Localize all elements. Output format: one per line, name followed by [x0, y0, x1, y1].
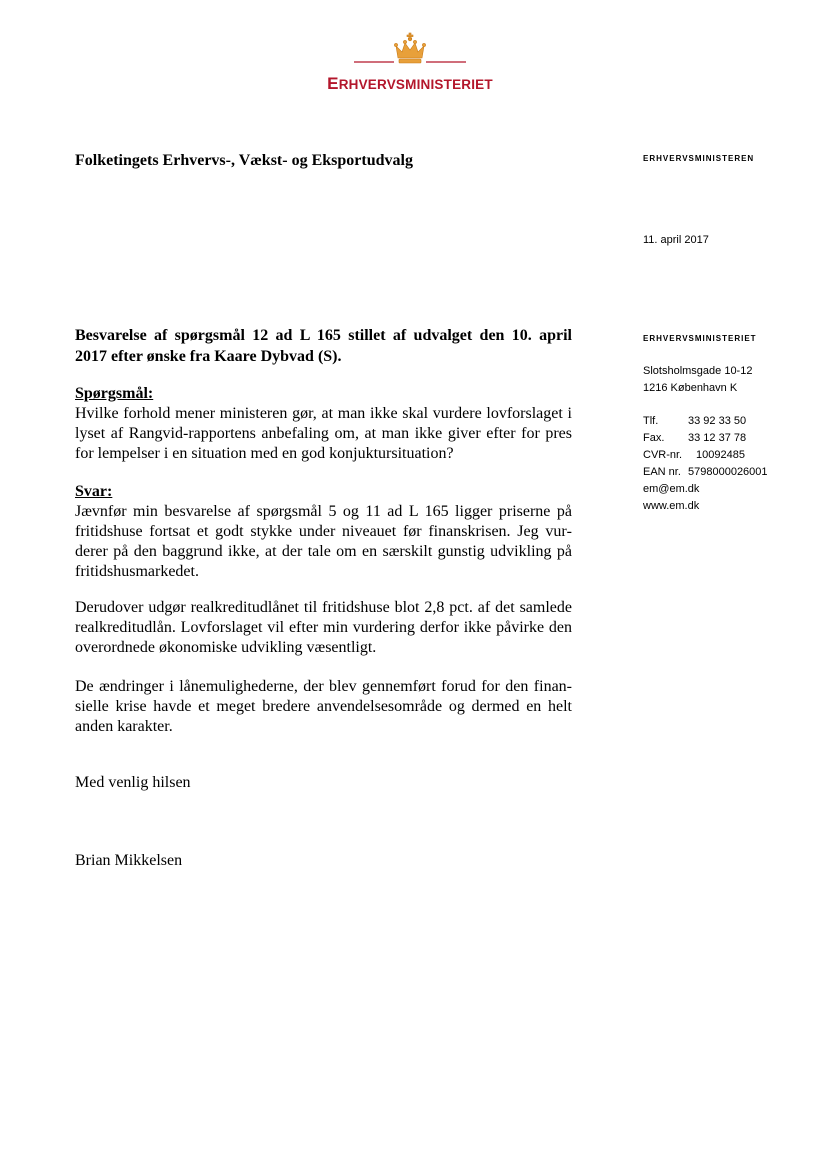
contact-email[interactable]: em@em.dk — [643, 483, 700, 495]
address-street: Slotsholmsgade 10-12 — [643, 365, 753, 377]
contact-label: CVR-nr. — [643, 449, 683, 461]
signature-name: Brian Mikkelsen — [75, 852, 183, 869]
question-section — [75, 384, 572, 464]
contact-value: 33 92 33 50 — [688, 415, 747, 427]
letter-subject — [75, 325, 572, 367]
contact-label: Fax. — [643, 432, 665, 444]
sender-contacts — [643, 413, 768, 515]
recipient: Folketingets Erhvervs-, Vækst- og Eksportudvalg — [75, 152, 413, 169]
letter-date: 11. april 2017 — [643, 234, 709, 246]
contact-value: 10092485 — [696, 449, 745, 461]
contact-ean — [643, 464, 768, 481]
ministry-logo — [318, 30, 502, 92]
contact-value: 33 12 37 78 — [688, 432, 747, 444]
contact-fax — [643, 430, 768, 447]
address-postal: 1216 København K — [643, 382, 738, 394]
sender-address — [643, 363, 752, 397]
contact-phone — [643, 413, 768, 430]
crown-icon — [318, 30, 502, 74]
contact-label: Tlf. — [643, 415, 659, 427]
subject-line-1: Besvarelse af spørgsmål 12 ad L 165 stillet af udvalget den 10. april — [75, 327, 572, 344]
question-heading: Spørgsmål: — [75, 385, 154, 402]
ministry-logo-text: ERHVERVSMINISTERIET — [327, 74, 493, 93]
contact-website[interactable]: www.em.dk — [643, 500, 700, 512]
question-text: Hvilke forhold mener ministeren gør, at man ikke skal vurdere lovforslaget i lyset af Rangvid-rapportens anbefaling om, at man ikke giver efter for pres for lempelser i en situation med en god konjuktursituation? — [75, 405, 572, 462]
subject-line-2: 2017 efter ønske fra Kaare Dybvad (S). — [75, 348, 342, 365]
sender-organization: ERHVERVSMINISTERIET — [643, 334, 757, 343]
contact-cvr — [643, 447, 768, 464]
answer-paragraph: Jævnfør min besvarelse af spørgsmål 5 og 11 ad L 165 ligger priserne på fritidshuse fortsat et godt stykke under niveauet før finanskrisen. Jeg vurderer på den baggrund ikke, at der tale om en særskilt gunstig udvikling på fritidshusmarkedet. — [75, 503, 572, 580]
closing-greeting: Med venlig hilsen — [75, 774, 191, 791]
sender-title: ERHVERVSMINISTEREN — [643, 154, 755, 163]
answer-section — [75, 482, 572, 582]
answer-paragraph-3: De ændringer i lånemulighederne, der blev gennemført forud for den finansielle krise havde et meget bredere anvendelsesområde og dermed en helt anden karakter. — [75, 678, 572, 735]
contact-value: 5798000026001 — [688, 466, 768, 478]
answer-heading: Svar: — [75, 483, 113, 500]
answer-paragraph-2: Derudover udgør realkreditudlånet til fritidshuse blot 2,8 pct. af det samlede realkreditudlån. Lovforslaget vil efter min vurdering derfor ikke påvirke den overordnede økonomiske udvikling væsentligt. — [75, 599, 572, 656]
contact-label: EAN nr. — [643, 466, 681, 478]
